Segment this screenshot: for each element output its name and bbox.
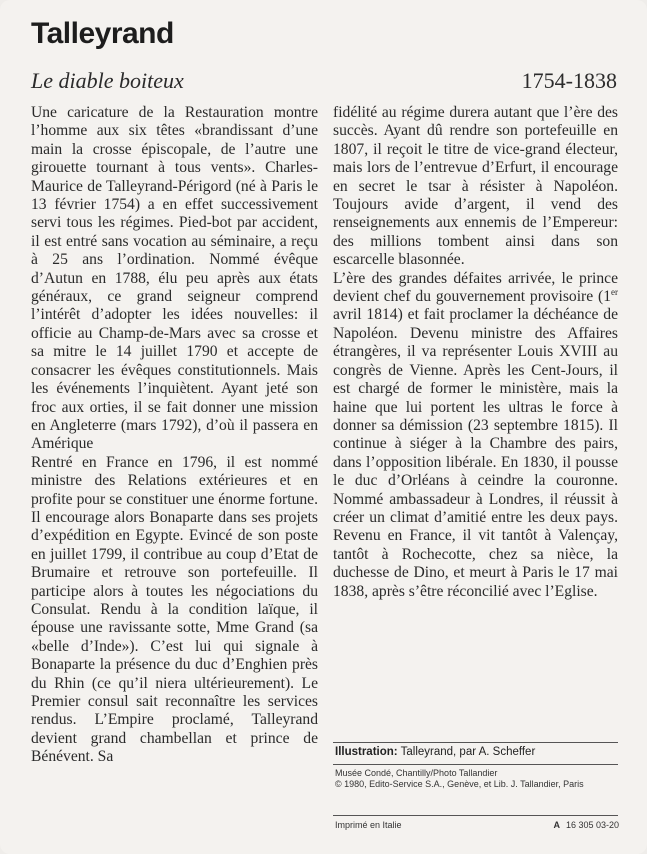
- credits: [335, 768, 620, 790]
- left-column: [31, 104, 318, 767]
- code-letter: A: [553, 820, 560, 830]
- illustration-text: Talleyrand, par A. Scheffer: [397, 746, 536, 758]
- card-code: [553, 820, 619, 830]
- paragraph: Rentré en France en 1796, il est nommé ministre des Relations extérieures et en profite pour se constituer une énorme fortune. Il encourage alors Bonaparte dans ses projets d’expédition en Egypte. Evincé de son poste en juillet 1799, il contribue au coup d’Etat de Brumaire et retrouve son portefeuille. Il participe alors à toutes les négociations du Consulat. Rendu à la condition laïque, il épouse une ravissante sotte, Mme Grand (sa «belle d’Inde»). C’est lui qui signale à Bonaparte la présence du duc d’Enghien près du Rhin (ce qu’il niera ultérieurement). Le Premier consul sait reconnaître les services rendus. L’Empire proclamé, Talleyrand devient grand chambellan et prince de Bénévent. Sa: [31, 453, 318, 766]
- code-number: 16 305 03-20: [565, 820, 619, 830]
- illustration-label: Illustration:: [335, 746, 398, 758]
- paragraph: fidélité au régime durera autant que l’ère des succès. Ayant dû rendre son portefeuille en 1807, il reçoit le titre de vice-grand électeur, mais lors de l’entrevue d’Erfurt, il encourage en secret le tsar à résister à Napoléon. Toujours avide d’argent, il vend des renseignements aux ennemis de l’Empereur: des millions tombent ainsi dans son escarcelle blasonnée.: [333, 104, 618, 269]
- credit-line: © 1980, Edito-Service S.A., Genève, et Lib. J. Tallandier, Paris: [335, 779, 584, 789]
- life-dates: 1754-1838: [521, 68, 617, 93]
- paragraph: Une caricature de la Restauration montre l’homme aux six têtes «brandissant d’une main la crosse épiscopale, de l’autre une girouette tournant à tous vents». Charles-Maurice de Talleyrand-Périgord (né à Paris le 13 février 1754) a en effet successivement servi tous les régimes. Pied-bot par accident, il est entré sans vocation au séminaire, a reçu à 25 ans l’ordination. Nommé évêque d’Autun en 1788, élu peu après aux états généraux, ce grand seigneur comprend l’intérêt d’adopter les idées nouvelles: il officie au Champ-de-Mars avec sa crosse et sa mitre le 14 juillet 1790 et accepte de consacrer les évêques constitutionnels. Mais les événements l’inquiètent. Ayant jeté son froc aux orties, il se fait donner une mission en Angleterre (mars 1792), d’où il passera en Amérique: [31, 104, 318, 453]
- divider: [333, 815, 618, 816]
- illustration-caption: [335, 746, 620, 758]
- credit-line: Musée Condé, Chantilly/Photo Tallandier: [335, 768, 498, 778]
- paragraph-text: avril 1814) et fait proclamer la déchéance de Napoléon. Devenu ministre des Affaires étrangères, il va représenter Louis XVIII au congrès de Vienne. Après les Cent-Jours, il est chargé de former le ministère, mais la haine que lui portent les ultras le force à donner sa démission (23 septembre 1815). Il continue à siéger à la Chambre des pairs, dans l’opposition libérale. En 1830, il pousse le duc d’Orléans à ceindre la couronne. Nommé ambassadeur à Londres, il réussit à créer un climat d’amitié entre les deux pays. Revenu en France, il vit tantôt à Valençay, tantôt à Rochecotte, chez sa nièce, la duchesse de Dino, et meurt à Paris le 17 mai 1838, après s’être réconcilié avec l’Eglise.: [333, 306, 618, 600]
- superscript: er: [611, 286, 618, 297]
- divider: [333, 742, 618, 743]
- paragraph: [333, 270, 618, 601]
- subtitle: Le diable boiteux: [31, 68, 184, 93]
- right-column: [333, 104, 618, 601]
- paragraph-text: L’ère des grandes défaites arrivée, le prince devient chef du gouvernement provisoire (1: [333, 269, 618, 306]
- page-title: Talleyrand: [31, 17, 174, 50]
- divider: [333, 764, 618, 765]
- printed-in: Imprimé en Italie: [335, 820, 402, 830]
